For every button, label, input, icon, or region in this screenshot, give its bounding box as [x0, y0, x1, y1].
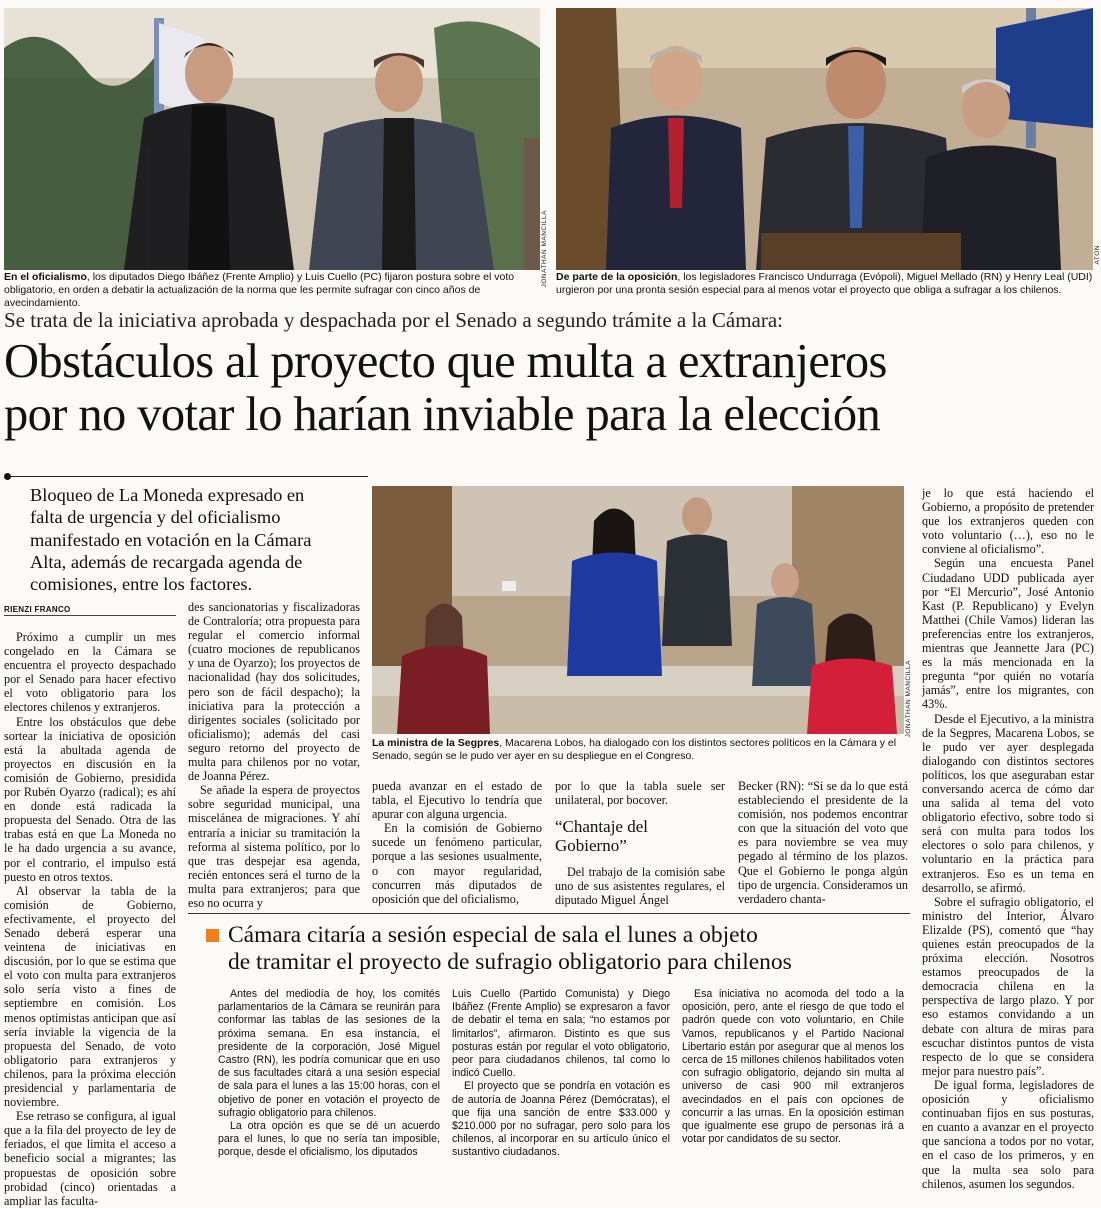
photo-oposicion-caption	[556, 271, 1093, 297]
paragraph: El proyecto que se pondría en votación es de autoría de Joanna Pérez (Demócratas), el que fija una sanción de entre $33.000 y $210.000 por no sufragar, pero solo para los chilenos, al incorporar en su artículo único el sustantivo ciudadanos.	[452, 1080, 670, 1159]
byline-rule	[4, 615, 176, 616]
photo-oposicion	[556, 8, 1093, 270]
box-accent-square	[206, 929, 219, 942]
box-column-1	[218, 988, 440, 1160]
photo-ministra-illustration	[372, 486, 904, 734]
paragraph: Al observar la tabla de la comisión de Gobierno, efectivamente, el proyecto del Senado deberá esperar una veintena de iniciativas en discusión, por lo que se estima que el voto con multa para extranjeros solo sería visto a fines de septiembre en comisión. Los menos optimistas anticipan que así sería inviable la vigencia de la propuesta del Senado, de voto obligatorio para extranjeros y chilenos, para la próxima elección presidencial y parlamentaria de noviembre.	[4, 883, 176, 1110]
photo-oficialismo-credit: JONATHAN MANCILLA	[541, 210, 548, 288]
section-subhead: “Chantaje del Gobierno”	[555, 817, 648, 856]
paragraph: Entre los obstáculos que debe sortear la iniciativa de oposición está la abultada agenda de proyectos en discusión en la comisión de Gobierno, presidida por Rubén Oyarzo (radical); es ahí en donde está radicada la propuesta del Senado. Otra de las trabas está en que La Moneda no le ha dado urgencia a su avance, por el contrario, el impulso está puesto en otros textos.	[4, 714, 176, 884]
paragraph: Luis Cuello (Partido Comunista) y Diego Ibáñez (Frente Amplio) se expresaron a favor de debatir el tema en sala; “no estamos por limitarlos”, afirmaron. Distinto es que sus posturas están por regular el voto obligatorio, peor para ciudadanos chilenos, tal como lo indicó Cuello.	[452, 988, 670, 1080]
caption-text: , Macarena Lobos, ha dialogado con los distintos sectores políticos en la Cámara y el Senado, según se le pudo ver ayer en su despliegue en el Congreso.	[372, 737, 897, 763]
photo-oposicion-credit: ATON	[1094, 245, 1101, 265]
headline-line-1: Obstáculos al proyecto que multa a extranjeros	[4, 335, 887, 388]
paragraph: Se añade la espera de proyectos sobre seguridad municipal, una miscelánea de migraciones. Y ahí entraría a iniciar su tramitación la reforma al sistema político, por lo que tras despejar esa agenda, recién entonces será el turno de la multa para extranjeros; para que eso no ocurra y	[188, 783, 360, 910]
paragraph: Según una encuesta Panel Ciudadano UDD publicada ayer por “El Mercurio”, José Antonio Kast (P. Republicano) y Evelyn Matthei (Chile Vamos) lideran las preferencias entre los extranjeros, mientras que Jeannette Jara (PC) es la más mencionada en la pregunta “por quién no votaría jamás”, entre los migrantes, con 43%.	[922, 556, 1094, 712]
caption-text: , los legisladores Francisco Undurraga (Evópoli), Miguel Mellado (RN) y Henry Leal (UDI) urgieron por una pronta sesión especial para al menos votar el proyecto que obliga a sufragar a los chilenos.	[556, 271, 1093, 297]
paragraph: des sancionatorias y fiscalizadoras de Contraloría; otra propuesta para regular el comercio informal (cuatro mociones de republicanos y una de Oyarzo); los proyectos de nacionalidad (hay dos solicitudes, pero son de fácil despacho); la iniciativa para la protección a dirigentes sociales (solicitado por oficialismo); además del casi seguro retorno del proyecto de multa para chilenos por no votar, de Joanna Pérez.	[188, 600, 360, 784]
photo-ministra-credit: JONATHAN MANCILLA	[905, 660, 912, 738]
photo-ministra	[372, 486, 904, 734]
caption-lead: En el oficialismo	[4, 271, 87, 283]
paragraph: Esa iniciativa no acomoda del todo a la oposición, pero, ante el riesgo de que todo el padrón quede con voto voluntario, en Chile Vamos, republicanos y el Partido Nacional Libertario están por asegurar que al menos los cerca de 15 millones chilenos habilitados voten con sufragio obligatorio, dejando sin multa al universo de casi 900 mil extranjeros avecindados en el país con opciones de concurrir a las urnas. En la oposición estiman que igualmente ese grupo de personas irá a votar por candidatos de su sector.	[682, 988, 904, 1146]
photo-oposicion-illustration	[556, 8, 1093, 270]
photo-oficialismo-caption	[4, 271, 540, 311]
body-column-4	[555, 779, 725, 907]
paragraph: Ese retraso se configura, al igual que a la fila del proyecto de ley de feriados, el que limita el acceso a beneficio social a migrantes; las propuestas de oposición sobre probidad (cinco) orientadas a ampliar las faculta-	[4, 1109, 176, 1208]
body-column-2	[188, 600, 360, 910]
box-title-line-2: de tramitar el proyecto de sufragio obligatorio para chilenos	[228, 949, 792, 975]
box-top-rule	[188, 913, 910, 914]
paragraph: Del trabajo de la comisión sabe uno de sus asistentes regulares, el diputado Miguel Ángel	[555, 865, 725, 908]
lead-summary: Bloqueo de La Moneda expresado en falta de urgencia y del oficialismo manifestado en votación en la Cámara Alta, además de recargada agenda de comisiones, entre los factores.	[30, 485, 312, 595]
paragraph: De igual forma, legisladores de oposición y oficialismo continuaban fijos en sus posturas, en cuanto a avanzar en el proyecto que sanciona a todos por no votar, en el caso de los primeros, y en que la multa sea solo para chilenos, asumen los segundos.	[922, 1077, 1094, 1191]
box-column-3	[682, 988, 904, 1146]
paragraph: Próximo a cumplir un mes congelado en la Cámara se encuentra el proyecto despachado por el Senado para hacer efectivo el voto obligatorio para los electores chilenos y extranjeros.	[4, 630, 176, 715]
box-title	[228, 922, 908, 976]
photo-ministra-caption	[372, 737, 904, 763]
body-column-3	[372, 779, 542, 906]
paragraph: je lo que está haciendo el Gobierno, a propósito de pretender que los extranjeros queden con voto voluntario (…), eso no le conviene al oficialismo”.	[922, 486, 1094, 557]
body-column-5	[738, 779, 908, 906]
paragraph: por lo que la tabla suele ser unilateral, por bocover.	[555, 779, 725, 808]
paragraph: La otra opción es que se dé un acuerdo para el lunes, lo que no sería tan imposible, porque, desde el oficialismo, los diputados	[218, 1120, 440, 1159]
paragraph: Desde el Ejecutivo, a la ministra de la Segpres, Macarena Lobos, se le pudo ver ayer desplegada dialogando con distintos sectores políticos, los que aseguraban estar conversando acerca de cómo dar una salida al tema del voto obligatorio efectivo, sobre todo si será con multa para todos los electores o solo para chilenos, y voluntario en la práctica para extranjeros. Eso es un tema en desarrollo, se afirmó.	[922, 711, 1094, 895]
body-column-6	[922, 486, 1094, 1191]
photo-oficialismo	[4, 8, 540, 270]
paragraph: Sobre el sufragio obligatorio, el ministro del Interior, Álvaro Elizalde (PS), comentó que “hay quienes están preocupados de la próxima elección. Nosotros estamos preocupados de la democracia chilena en la perspectiva de largo plazo. Y por eso estamos convidando a un debate con altura de miras para escuchar distintos puntos de vista respecto de lo que se considera mejor para nuestro país”.	[922, 894, 1094, 1078]
caption-text: , los diputados Diego Ibáñez (Frente Amplio) y Luis Cuello (PC) fijaron postura sobre el voto obligatorio, en orden a debatir la actualización de la norma que les permite sufragar con cinco años de avecindamiento.	[4, 271, 515, 310]
caption-lead: La ministra de la Segpres	[372, 737, 500, 749]
section-rule	[6, 476, 368, 477]
paragraph: Becker (RN): “Si se da lo que está estableciendo el presidente de la comisión, nos podemos encontrar con que la situación del voto que es para noviembre se vea muy pegado al término de los plazos. Que el Gobierno le ponga algún tipo de urgencia. Consideramos un verdadero chanta-	[738, 779, 908, 906]
box-title-line-1: Cámara citaría a sesión especial de sala el lunes a objeto	[228, 922, 758, 948]
bullet-dot	[4, 473, 11, 480]
caption-lead: De parte de la oposición	[556, 271, 678, 283]
headline-line-2: por no votar lo harían inviable para la elección	[4, 388, 881, 441]
body-column-1	[4, 630, 176, 1208]
box-column-2	[452, 988, 670, 1160]
photo-oficialismo-illustration	[4, 8, 540, 270]
byline: RIENZI FRANCO	[4, 605, 71, 614]
paragraph: pueda avanzar en el estado de tabla, el Ejecutivo lo tendría que apurar con alguna urgencia.	[372, 779, 542, 822]
paragraph: Antes del mediodía de hoy, los comités parlamentarios de la Cámara se reunirán para conformar las tablas de las sesiones de la próxima semana. En esa instancia, el presidente de la corporación, José Miguel Castro (RN), les podría comunicar que en uso de sus facultades citará a una sesión especial de sala para el lunes a las 15:00 horas, con el objetivo de poner en votación el proyecto de sufragio obligatorio para chilenos.	[218, 988, 440, 1119]
kicker: Se trata de la iniciativa aprobada y despachada por el Senado a segundo trámite a la Cámara:	[4, 308, 784, 332]
headline	[4, 335, 1096, 441]
paragraph: En la comisión de Gobierno sucede un fenómeno particular, porque a las sesiones usualmente, o con mayor regularidad, concurren más diputados de oposición que del oficialismo,	[372, 821, 542, 906]
